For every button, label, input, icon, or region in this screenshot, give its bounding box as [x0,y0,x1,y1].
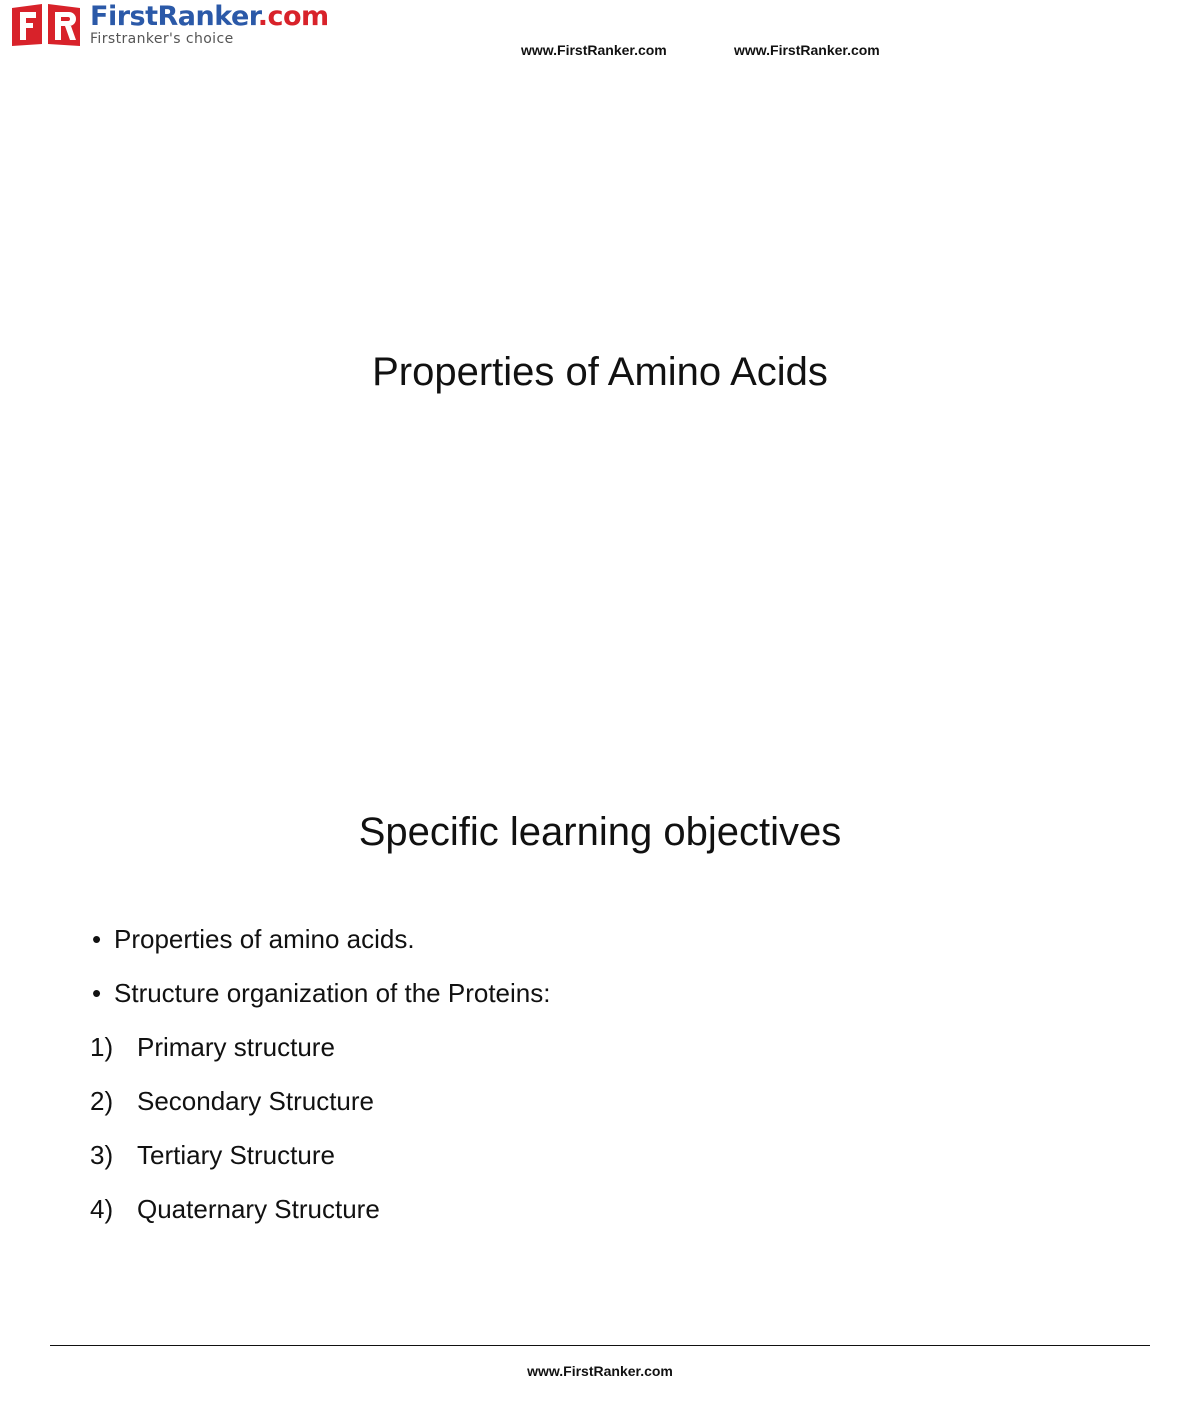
footer-url-link[interactable]: www.FirstRanker.com [527,1363,673,1379]
header-url-link[interactable]: www.FirstRanker.com [734,42,880,58]
list-item [90,1128,550,1182]
list-item-text: Secondary Structure [137,1086,375,1116]
logo-tagline: Firstranker's choice [90,31,234,47]
footer-divider [50,1345,1150,1346]
list-item [90,1074,550,1128]
bullet-marker: • [92,924,102,954]
slide-title-properties: Properties of Amino Acids [372,350,828,394]
list-item-text: Structure organization of the Proteins: [114,978,551,1008]
number-marker: 2) [90,1086,114,1116]
firstranker-logo[interactable] [12,2,329,48]
objectives-list [90,912,550,1236]
logo-title-suffix: .com [257,1,329,32]
list-item [90,966,550,1020]
list-item [90,1182,550,1236]
list-item [90,912,550,966]
logo-title-main: FirstRanker [90,1,258,32]
list-item-text: Primary structure [137,1032,335,1062]
firstranker-logo-icon [12,2,82,46]
logo-title [90,2,329,32]
list-item-text: Properties of amino acids. [114,924,415,954]
list-item-text: Quaternary Structure [137,1194,380,1224]
header-url-link[interactable]: www.FirstRanker.com [521,42,667,58]
number-marker: 3) [90,1140,114,1170]
bullet-marker: • [92,978,102,1008]
number-marker: 1) [90,1032,114,1062]
number-marker: 4) [90,1194,114,1224]
list-item [90,1020,550,1074]
list-item-text: Tertiary Structure [137,1140,335,1170]
slide-title-objectives: Specific learning objectives [358,810,842,854]
